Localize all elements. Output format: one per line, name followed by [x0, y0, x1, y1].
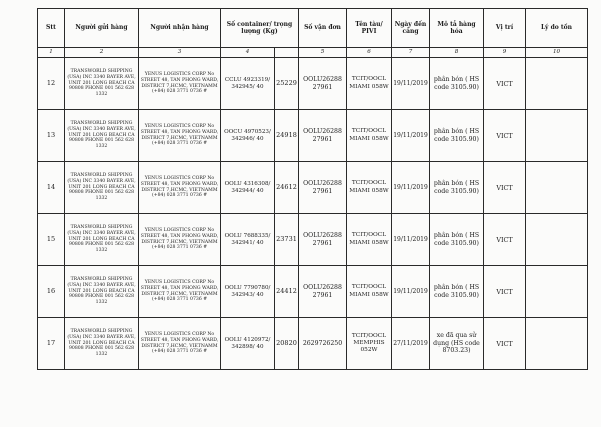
- cell-date: 19/11/2019: [392, 110, 430, 162]
- cell-stt: 13: [38, 110, 65, 162]
- cell-reason: [526, 110, 588, 162]
- cell-date: 19/11/2019: [392, 266, 430, 318]
- col-num: 2: [65, 48, 139, 58]
- header-reason: Lý do tồn: [526, 9, 588, 48]
- cell-consignee: YENUS LOGISTICS CORP No STREET 48, TAN PHONG WARD, DISTRICT 7,HCMC, VIETNAMM (+84) 028 3771 0736 #: [139, 318, 221, 370]
- col-num: 9: [484, 48, 526, 58]
- header-consignee: Người nhận hàng: [139, 9, 221, 48]
- cell-shipper: TRANSWORLD SHIPPING (USA) INC 3340 BAYER AVE, UNIT 201 LONG BEACH CA 90808 PHONE 001 562 628 1332: [65, 162, 139, 214]
- cell-reason: [526, 58, 588, 110]
- header-goods: Mô tả hàng hóa: [430, 9, 484, 48]
- col-num: [275, 48, 299, 58]
- cell-shipper: TRANSWORLD SHIPPING (USA) INC 3340 BAYER AVE, UNIT 201 LONG BEACH CA 90808 PHONE 001 562 628 1332: [65, 110, 139, 162]
- cell-consignee: YENUS LOGISTICS CORP No STREET 48, TAN PHONG WARD, DISTRICT 7,HCMC, VIETNAMM (+84) 028 3771 0736 #: [139, 162, 221, 214]
- cell-container: OOLU 4316308/ 342944/ 40: [221, 162, 275, 214]
- cell-vessel: TCIT/OOCL MIAMI 058W: [347, 110, 392, 162]
- col-num: 6: [347, 48, 392, 58]
- cell-reason: [526, 318, 588, 370]
- cell-location: VICT: [484, 214, 526, 266]
- inventory-table: [37, 8, 588, 370]
- header-location: Vị trí: [484, 9, 526, 48]
- cell-stt: 15: [38, 214, 65, 266]
- cell-shipper: TRANSWORLD SHIPPING (USA) INC 3340 BAYER AVE, UNIT 201 LONG BEACH CA 90808 PHONE 001 562 628 1332: [65, 318, 139, 370]
- cell-container: OOLU 7790780/ 342943/ 40: [221, 266, 275, 318]
- cell-date: 19/11/2019: [392, 162, 430, 214]
- cell-vessel: TCIT/OOCL MEMPHIS 052W: [347, 318, 392, 370]
- header-row: [38, 9, 588, 48]
- header-bl: Số vận đơn: [299, 9, 347, 48]
- cell-reason: [526, 266, 588, 318]
- cell-container: CCLU 4923319/ 342945/ 40: [221, 58, 275, 110]
- cell-reason: [526, 162, 588, 214]
- cell-stt: 16: [38, 266, 65, 318]
- col-num: 5: [299, 48, 347, 58]
- cell-date: 27/11/2019: [392, 318, 430, 370]
- cell-stt: 14: [38, 162, 65, 214]
- cell-vessel: TCIT/OOCL MIAMI 058W: [347, 266, 392, 318]
- table-body: [38, 58, 588, 370]
- cell-weight: 24918: [275, 110, 299, 162]
- cell-container: OOLU 4120972/ 342898/ 40: [221, 318, 275, 370]
- cell-consignee: YENUS LOGISTICS CORP No STREET 48, TAN PHONG WARD, DISTRICT 7,HCMC, VIETNAMM (+84) 028 3771 0736 #: [139, 266, 221, 318]
- table-row: [38, 162, 588, 214]
- cell-consignee: YENUS LOGISTICS CORP No STREET 48, TAN PHONG WARD, DISTRICT 7,HCMC, VIETNAMM (+84) 028 3771 0736 #: [139, 58, 221, 110]
- cell-weight: 25229: [275, 58, 299, 110]
- table-row: [38, 214, 588, 266]
- cell-location: VICT: [484, 162, 526, 214]
- cell-weight: 24612: [275, 162, 299, 214]
- cell-consignee: YENUS LOGISTICS CORP No STREET 48, TAN PHONG WARD, DISTRICT 7,HCMC, VIETNAMM (+84) 028 3771 0736 #: [139, 214, 221, 266]
- cell-vessel: TCIT/OOCL MIAMI 058W: [347, 214, 392, 266]
- cell-stt: 17: [38, 318, 65, 370]
- cell-weight: 23731: [275, 214, 299, 266]
- cell-location: VICT: [484, 110, 526, 162]
- col-num: 3: [139, 48, 221, 58]
- cell-goods: phân bón ( HS code 3105.90): [430, 162, 484, 214]
- cell-date: 19/11/2019: [392, 214, 430, 266]
- table-row: [38, 266, 588, 318]
- cell-bl: OOLU26288 27961: [299, 110, 347, 162]
- cell-goods: phân bón ( HS code 3105.90): [430, 110, 484, 162]
- header-stt: Stt: [38, 9, 65, 48]
- cell-location: VICT: [484, 58, 526, 110]
- cell-bl: OOLU26288 27961: [299, 266, 347, 318]
- table-row: [38, 110, 588, 162]
- column-number-row: [38, 48, 588, 58]
- cell-bl: OOLU26288 27961: [299, 214, 347, 266]
- cell-goods: xe đã qua sử dụng (HS code 8703.23): [430, 318, 484, 370]
- cell-shipper: TRANSWORLD SHIPPING (USA) INC 3340 BAYER AVE, UNIT 201 LONG BEACH CA 90808 PHONE 001 562 628 1332: [65, 214, 139, 266]
- cell-bl: OOLU26288 27961: [299, 58, 347, 110]
- cell-goods: phân bón ( HS code 3105.90): [430, 266, 484, 318]
- cell-weight: 20820: [275, 318, 299, 370]
- cell-bl: 2629726250: [299, 318, 347, 370]
- cell-container: OOLU 7688335/ 342941/ 40: [221, 214, 275, 266]
- cell-shipper: TRANSWORLD SHIPPING (USA) INC 3340 BAYER AVE, UNIT 201 LONG BEACH CA 90808 PHONE 001 562 628 1332: [65, 266, 139, 318]
- cell-date: 19/11/2019: [392, 58, 430, 110]
- cell-stt: 12: [38, 58, 65, 110]
- col-num: 1: [38, 48, 65, 58]
- header-vessel: Tên tàu/ PIVI: [347, 9, 392, 48]
- cell-vessel: TCIT/OOCL MIAMI 058W: [347, 162, 392, 214]
- col-num: 8: [430, 48, 484, 58]
- cell-goods: phân bón ( HS code 3105.90): [430, 58, 484, 110]
- cell-location: VICT: [484, 266, 526, 318]
- cell-bl: OOLU26288 27961: [299, 162, 347, 214]
- header-container: Số container/ trọng lượng (Kg): [221, 9, 299, 48]
- cell-vessel: TCIT/OOCL MIAMI 058W: [347, 58, 392, 110]
- cell-reason: [526, 214, 588, 266]
- cell-container: OOCU 4970523/ 342946/ 40: [221, 110, 275, 162]
- cell-goods: phân bón ( HS code 3105.90): [430, 214, 484, 266]
- col-num: 10: [526, 48, 588, 58]
- col-num: 7: [392, 48, 430, 58]
- cell-consignee: YENUS LOGISTICS CORP No STREET 48, TAN PHONG WARD, DISTRICT 7,HCMC, VIETNAMM (+84) 028 3771 0736 #: [139, 110, 221, 162]
- table-row: [38, 318, 588, 370]
- table-row: [38, 58, 588, 110]
- header-date: Ngày đến cảng: [392, 9, 430, 48]
- col-num: 4: [221, 48, 275, 58]
- cell-weight: 24412: [275, 266, 299, 318]
- header-shipper: Người gửi hàng: [65, 9, 139, 48]
- cell-location: VICT: [484, 318, 526, 370]
- cell-shipper: TRANSWORLD SHIPPING (USA) INC 3340 BAYER AVE, UNIT 201 LONG BEACH CA 90808 PHONE 001 562 628 1332: [65, 58, 139, 110]
